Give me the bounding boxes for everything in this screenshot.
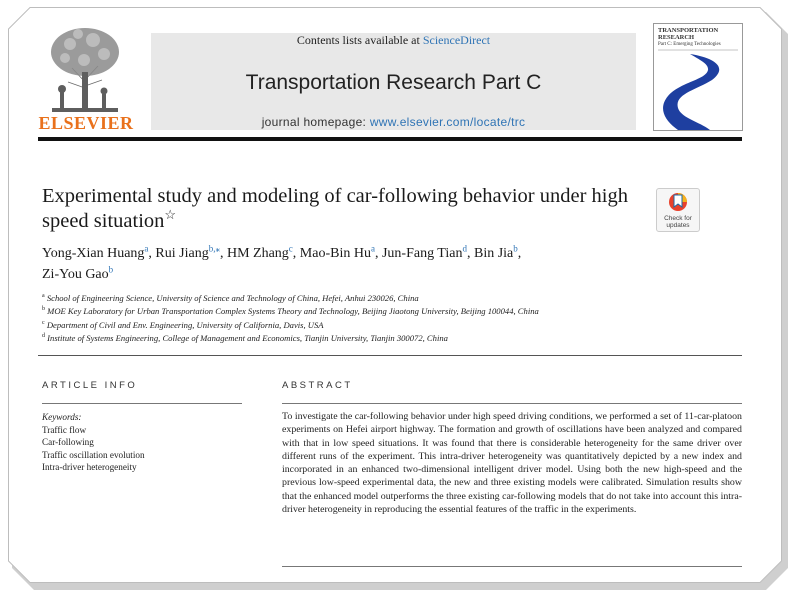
author-affiliation-marker[interactable]: c — [288, 243, 293, 254]
affiliation-item — [42, 319, 722, 332]
contents-line — [151, 33, 636, 48]
author-affiliation-marker[interactable]: b,⁎ — [208, 243, 220, 254]
keyword-item[interactable]: Traffic flow — [42, 424, 87, 435]
abstract-text: To investigate the car-following behavior under high speed driving conditions, we performed a set of 11-car-platoon experiments on Hefei airport highway. The formation and growth of oscillations have been analyzed and compared with that in low speed situations. It was found that there is considerable heterogeneity for the same driver over different runs of the experiment. This intra-driver heterogeneity was quantitatively depicted by a new index and incorporated in an enhanced two-dimensional intelligent driver model. Using both the new high-speed and the previous low-speed experimental data, the new and three existing models were calibrated. Simulation results show that the enhanced model outperforms the three existing car-following models that do not take into account this intra-driver heterogeneity in reproducing the essential features of the traffic in the experiments. — [282, 411, 742, 516]
keyword-item[interactable]: Traffic oscillation evolution — [42, 449, 145, 460]
affiliation-key: a — [42, 293, 45, 300]
article-info-heading: ARTICLE INFO — [42, 380, 138, 391]
affiliation-text: MOE Key Laboratory for Urban Transportation Complex Systems Theory and Technology, Beijing Jiaotong University, Beijing 100044, China — [47, 306, 539, 317]
abstract-bottom-rule — [282, 566, 742, 567]
affiliation-item — [42, 292, 722, 305]
keywords-label: Keywords: — [42, 412, 82, 422]
article-title-text: Experimental study and modeling of car-following behavior under high speed situation — [42, 185, 628, 232]
author-affiliation-marker[interactable]: b — [108, 264, 114, 275]
author-affiliation-marker[interactable]: b — [513, 243, 518, 254]
affiliation-list — [42, 292, 722, 345]
keyword-item[interactable]: Car-following — [42, 437, 94, 447]
author-affiliation-marker[interactable]: a — [144, 243, 149, 254]
author-separator: , — [148, 246, 156, 261]
affiliation-key: c — [42, 319, 45, 326]
journal-header — [151, 33, 636, 130]
author-name[interactable]: Rui Jiang — [155, 246, 209, 261]
article-title — [42, 184, 642, 234]
title-footnote-marker[interactable]: ☆ — [164, 207, 177, 223]
cover-road-graphic — [654, 24, 742, 130]
abstract-heading: ABSTRACT — [282, 380, 353, 391]
author-affiliation-marker[interactable]: a — [370, 243, 375, 254]
author-name[interactable]: Yong-Xian Huang — [42, 246, 145, 261]
keywords-block — [42, 411, 242, 474]
homepage-link[interactable]: www.elsevier.com/locate/trc — [369, 115, 526, 129]
author-separator: , — [374, 246, 382, 261]
cover-title-sub: Part C: Emerging Technologies — [658, 42, 721, 47]
check-updates-label: Check for updates — [664, 215, 692, 229]
homepage-prefix: journal homepage: — [261, 115, 370, 129]
author-name[interactable]: Zi-You Gao — [42, 267, 109, 282]
affiliation-key: d — [42, 333, 45, 340]
check-updates-icon — [657, 189, 699, 215]
article-info-rule — [42, 403, 242, 404]
header-rule — [38, 137, 742, 141]
affiliation-key: b — [42, 306, 45, 313]
author-separator: , — [517, 246, 522, 261]
homepage-line — [151, 115, 636, 129]
publisher-name: ELSEVIER — [38, 113, 134, 133]
cover-title-main: TRANSPORTATION RESEARCH — [658, 27, 719, 41]
affiliation-text: Department of Civil and Env. Engineering, University of California, Davis, USA — [46, 319, 324, 330]
affiliation-item — [42, 305, 722, 318]
author-name[interactable]: HM Zhang — [226, 246, 289, 261]
author-name[interactable]: Bin Jia — [473, 246, 514, 261]
author-name[interactable]: Mao-Bin Hu — [299, 246, 371, 261]
keyword-item[interactable]: Intra-driver heterogeneity — [42, 462, 137, 472]
author-separator: , — [219, 246, 227, 261]
check-for-updates-button[interactable] — [656, 188, 700, 232]
abstract-rule — [282, 403, 742, 404]
journal-cover[interactable] — [653, 23, 743, 131]
contents-prefix: Contents lists available at — [296, 33, 423, 47]
section-divider — [38, 355, 742, 356]
author-name[interactable]: Jun-Fang Tian — [381, 246, 463, 261]
author-separator: , — [292, 246, 300, 261]
author-list — [42, 243, 662, 285]
author-separator: , — [466, 246, 474, 261]
affiliation-text: Institute of Systems Engineering, College of Management and Economics, Tianjin University, Tianjin 300072, China — [47, 332, 448, 343]
affiliation-item — [42, 332, 722, 345]
sciencedirect-link[interactable]: ScienceDirect — [422, 33, 491, 47]
author-affiliation-marker[interactable]: d — [462, 243, 467, 254]
journal-title: Transportation Research Part C — [245, 71, 542, 94]
affiliation-text: School of Engineering Science, University of Science and Technology of China, Hefei, Anhui 230026, China — [46, 293, 419, 303]
